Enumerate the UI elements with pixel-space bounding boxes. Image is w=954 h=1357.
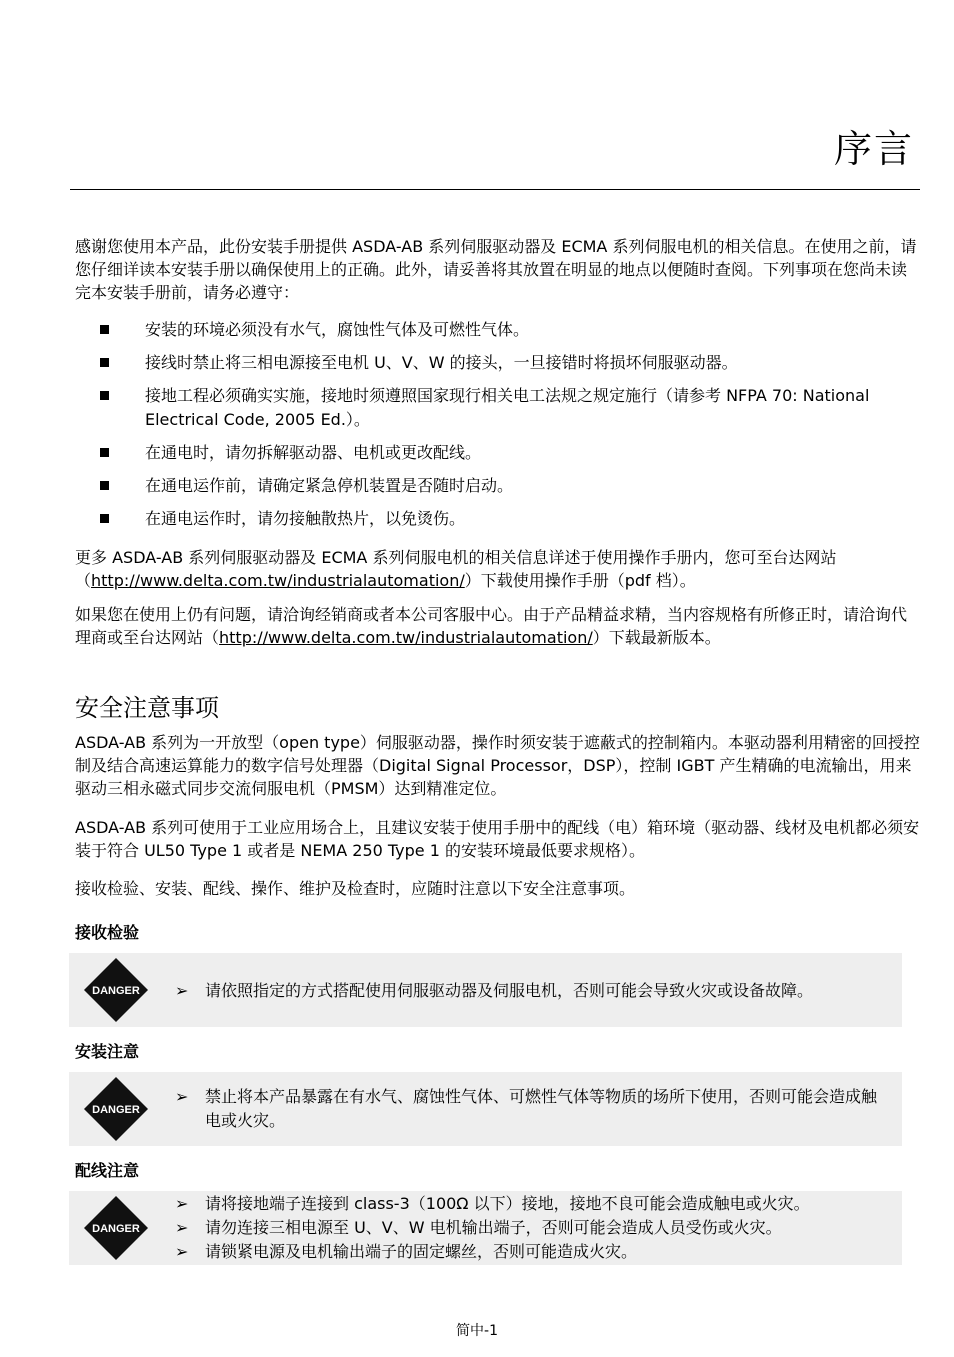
list-item-text: 在通电时，请勿拆解驱动器、电机或更改配线。 [145,443,482,462]
danger-label: DANGER [92,1104,140,1116]
section-title-installation: 安装注意 [75,1042,140,1061]
list-item-text: 在通电运作时，请勿接触散热片，以免烫伤。 [145,509,466,528]
danger-message [175,979,890,1003]
danger-messages [175,1192,890,1264]
list-item [98,441,918,465]
safety-paragraph-3: 接收检验、安装、配线、操作、维护及检查时，应随时注意以下安全注意事项。 [75,879,636,898]
list-item [98,318,918,342]
arrow-icon: ➢ [175,1194,189,1213]
bullet-list [98,318,918,540]
contact-paragraph [75,603,920,649]
safety-paragraph-1: ASDA-AB 系列为一开放型（open type）伺服驱动器，操作时须安装于遮蔽式的控制箱内。本驱动器利用精密的回授控制及结合高速运算能力的数字信号处理器（Digital Signal Processor，DSP），控制 IGBT 产生精确的电流输出，用来驱动三相永磁式同步交流伺服电机（PMSM）达到精准定位。 [75,733,920,798]
list-item [98,384,918,432]
danger-icon [83,957,149,1023]
danger-icon [83,1076,149,1142]
danger-box-installation [69,1072,902,1146]
arrow-icon: ➢ [175,1087,189,1106]
danger-message-text: 禁止将本产品暴露在有水气、腐蚀性气体、可燃性气体等物质的场所下使用，否则可能会造成触电或火灾。 [205,1087,878,1130]
square-bullet-icon [100,358,109,367]
danger-message-text: 请依照指定的方式搭配使用伺服驱动器及伺服电机，否则可能会导致火灾或设备故障。 [205,981,814,1000]
arrow-icon: ➢ [175,981,189,1000]
square-bullet-icon [100,325,109,334]
list-item-text: 接线时禁止将三相电源接至电机 U、V、W 的接头，一旦接错时将损坏伺服驱动器。 [145,353,738,372]
more-info-paragraph [75,546,920,592]
title-divider [70,189,920,190]
danger-icon [83,1195,149,1261]
danger-label: DANGER [92,1223,140,1235]
square-bullet-icon [100,448,109,457]
list-item-text: 在通电运作前，请确定紧急停机装置是否随时启动。 [145,476,514,495]
more-info-text: 更多 ASDA-AB 系列伺服驱动器及 ECMA 系列伺服电机的相关信息详述于使用操作手册内，您可至台达网站（ [75,548,837,590]
danger-message [175,1085,890,1133]
danger-messages [175,979,890,1003]
page-number: 简中-1 [456,1323,498,1339]
square-bullet-icon [100,514,109,523]
danger-box-receiving [69,953,902,1027]
delta-website-link[interactable]: http://www.delta.com.tw/industrialautomation/ [91,571,465,590]
danger-messages [175,1085,890,1133]
list-item-text: 接地工程必须确实实施，接地时须遵照国家现行相关电工法规之规定施行（请参考 NFPA 70: National Electrical Code, 2005 Ed.）。 [145,386,870,429]
arrow-icon: ➢ [175,1242,189,1261]
danger-message [175,1216,890,1240]
contact-text: 如果您在使用上仍有问题，请洽询经销商或者本公司客服中心。由于产品精益求精，当内容规格有所修正时，请洽询代理商或至台达网站（ [75,605,908,647]
page-title: 序言 [833,127,914,171]
square-bullet-icon [100,481,109,490]
danger-message-text: 请将接地端子连接到 class-3（100Ω 以下）接地，接地不良可能会造成触电或火灾。 [205,1194,810,1213]
list-item [98,474,918,498]
delta-website-link-2[interactable]: http://www.delta.com.tw/industrialautomation/ [219,628,593,647]
intro-paragraph: 感谢您使用本产品，此份安装手册提供 ASDA-AB 系列伺服驱动器及 ECMA 系列伺服电机的相关信息。在使用之前，请您仔细详读本安装手册以确保使用上的正确。此外，请妥善将其放置在明显的地点以便随时查阅。下列事项在您尚未读完本安装手册前，请务必遵守： [75,237,917,302]
section-title-receiving: 接收检验 [75,923,140,942]
danger-message-text: 请勿连接三相电源至 U、V、W 电机输出端子，否则可能会造成人员受伤或火灾。 [205,1218,782,1237]
danger-message [175,1240,890,1264]
arrow-icon: ➢ [175,1218,189,1237]
contact-text-end: ）下载最新版本。 [592,628,721,647]
section-title-wiring: 配线注意 [75,1161,140,1180]
list-item-text: 安装的环境必须没有水气，腐蚀性气体及可燃性气体。 [145,320,530,339]
danger-message-text: 请锁紧电源及电机输出端子的固定螺丝，否则可能造成火灾。 [205,1242,638,1261]
danger-label: DANGER [92,985,140,997]
danger-box-wiring [69,1191,902,1265]
more-info-text-end: ）下载使用操作手册（pdf 档）。 [464,571,696,590]
list-item [98,507,918,531]
list-item [98,351,918,375]
safety-paragraph-2: ASDA-AB 系列可使用于工业应用场合上，且建议安装于使用手册中的配线（电）箱环境（驱动器、线材及电机都必须安装于符合 UL50 Type 1 或者是 NEMA 250 Type 1 的安装环境最低要求规格）。 [75,818,920,860]
square-bullet-icon [100,391,109,400]
safety-heading: 安全注意事项 [75,694,219,722]
danger-message [175,1192,890,1216]
